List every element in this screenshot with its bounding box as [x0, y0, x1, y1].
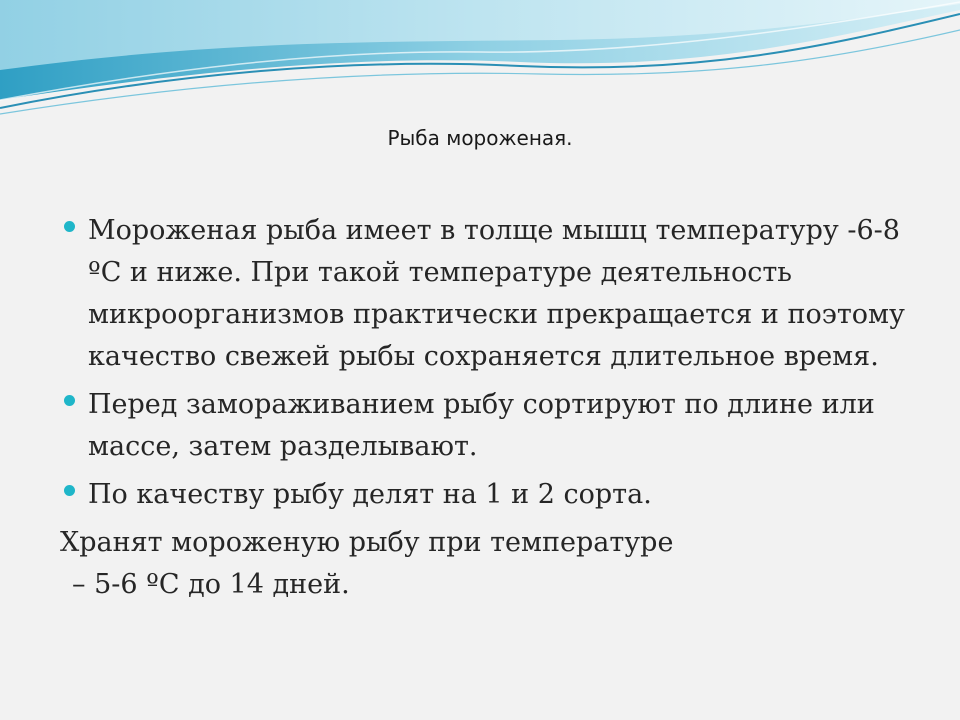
bullet-dot-icon [64, 485, 75, 496]
bullet-list [60, 210, 920, 516]
list-item [60, 384, 920, 468]
bullet-text: По качеству рыбу делят на 1 и 2 сорта. [88, 479, 652, 510]
bullet-dot-icon [64, 395, 75, 406]
bullet-dot-icon [64, 221, 75, 232]
storage-paragraph-line2: – 5-6 ºС до 14 дней. [72, 569, 350, 600]
storage-paragraph-line1: Хранят мороженую рыбу при температуре [60, 527, 674, 558]
list-item [60, 474, 920, 516]
wave-header-decoration [0, 0, 960, 130]
slide-body [60, 210, 920, 606]
list-item [60, 210, 920, 378]
slide-title: Рыба мороженая. [387, 126, 573, 150]
bullet-text: Мороженая рыба имеет в толще мышц температуру -6-8 ºС и ниже. При такой температуре деятельность микроорганизмов практически прекращается и поэтому качество свежей рыбы сохраняется длительное время. [88, 215, 905, 372]
bullet-text: Перед замораживанием рыбу сортируют по длине или массе, затем разделывают. [88, 389, 875, 462]
